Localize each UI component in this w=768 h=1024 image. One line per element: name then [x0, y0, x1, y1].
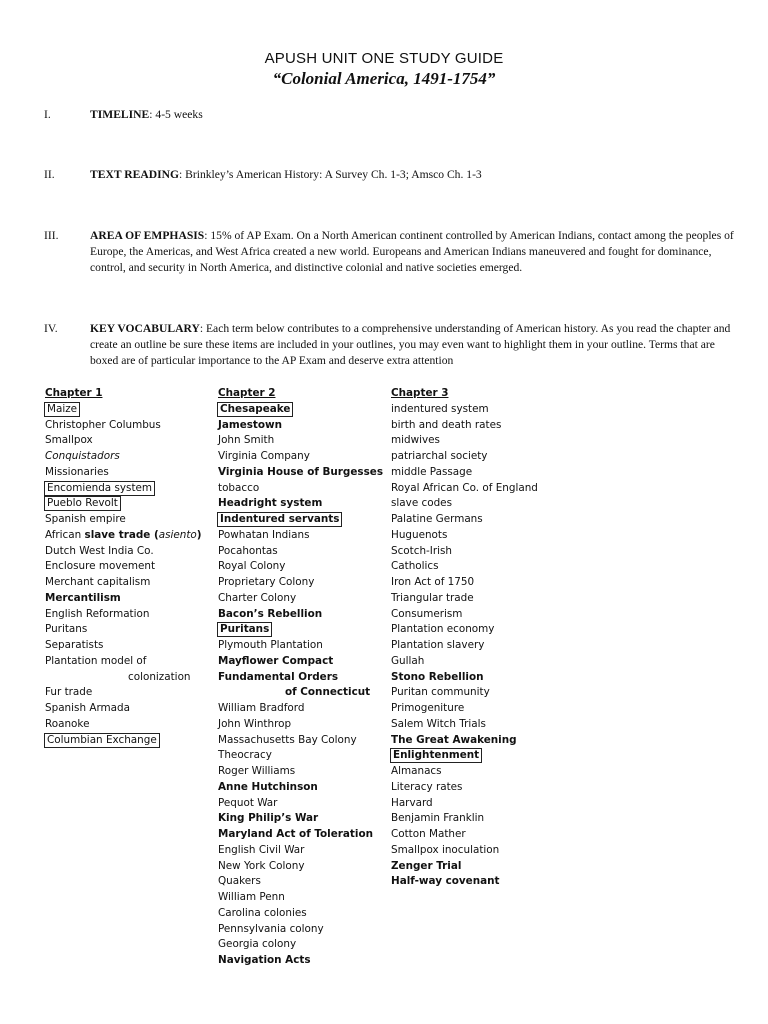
chapter-1-column — [45, 386, 202, 748]
vocab-term: Columbian Exchange — [44, 733, 160, 748]
vocab-term: Charter Colony — [218, 591, 297, 604]
section-number: I. — [44, 108, 51, 121]
vocab-term: Fundamental Orders — [218, 670, 339, 683]
vocab-term: King Philip’s War — [218, 812, 319, 825]
vocab-term: Maryland Act of Toleration — [218, 828, 373, 840]
section-heading: KEY VOCABULARY — [90, 322, 200, 335]
vocab-term — [45, 528, 202, 544]
vocab-term: Mayflower Compact — [218, 654, 334, 667]
vocab-term: Jamestown — [218, 418, 283, 431]
section-number: II. — [44, 168, 55, 181]
document-subtitle: “Colonial America, 1491-1754” — [272, 69, 496, 88]
vocab-term: Huguenots — [391, 528, 448, 541]
vocab-term: Enclosure movement — [45, 560, 156, 573]
vocab-term: Spanish empire — [45, 513, 126, 525]
section-number: IV. — [44, 322, 58, 335]
vocab-term: Consumerism — [391, 607, 463, 620]
vocab-term: Cotton Mather — [391, 828, 466, 840]
vocab-term: Plantation model of — [45, 654, 147, 667]
vocab-term: Royal Colony — [218, 560, 286, 573]
vocab-term: William Penn — [218, 891, 285, 903]
section-text: : Brinkley’s American History: A Survey Ch. 1-3; Amsco Ch. 1-3 — [179, 168, 482, 181]
vocab-term: Royal African Co. of England — [391, 481, 538, 494]
vocab-term: Separatists — [45, 639, 104, 651]
vocab-term: John Winthrop — [218, 717, 292, 730]
vocab-term: Maize — [44, 402, 80, 417]
vocab-term: Headright system — [218, 497, 323, 510]
vocab-term: Stono Rebellion — [391, 670, 484, 683]
chapter-heading: Chapter 3 — [391, 387, 449, 399]
section-heading: AREA OF EMPHASIS — [90, 229, 205, 242]
vocab-term: Plantation slavery — [391, 639, 485, 651]
vocab-term: Salem Witch Trials — [391, 717, 486, 730]
vocab-term: Triangular trade — [391, 591, 474, 604]
vocab-term: Iron Act of 1750 — [391, 576, 475, 588]
section-text: : Each term below contributes to a comprehensive understanding of American history. As you read the chapter and create an outline be sure these items are included in your outlines, you may even want to highlight them in your outline. Terms that are boxed are of particular importance to the AP Exam and deserve extra attention — [90, 322, 731, 367]
vocab-term: Scotch-Irish — [391, 544, 453, 557]
vocab-term: John Smith — [218, 434, 275, 447]
vocab-term: midwives — [391, 434, 440, 447]
vocab-term: Puritan community — [391, 686, 490, 699]
vocab-term: Powhatan Indians — [218, 528, 310, 541]
vocab-term: Enlightenment — [390, 748, 482, 763]
section-area-of-emphasis — [44, 228, 744, 276]
chapter-2-column — [218, 386, 383, 969]
vocab-term: Gullah — [391, 654, 425, 667]
section-heading: TEXT READING — [90, 168, 180, 181]
vocab-term: Bacon’s Rebellion — [218, 607, 323, 620]
vocab-term: Navigation Acts — [218, 954, 311, 966]
vocab-term: Pueblo Revolt — [44, 496, 121, 511]
vocab-term: Pennsylvania colony — [218, 922, 324, 935]
section-text: : 4-5 weeks — [149, 108, 203, 121]
vocab-term-paren: ) — [196, 528, 202, 541]
vocab-term: English Civil War — [218, 843, 305, 856]
vocab-term: Virginia House of Burgesses — [218, 465, 384, 478]
vocab-term-prefix: African — [45, 528, 85, 541]
vocab-term: Carolina colonies — [218, 906, 307, 919]
vocab-term: Plantation economy — [391, 623, 495, 636]
vocab-term: English Reformation — [45, 607, 150, 620]
vocab-term-bold: slave trade — [84, 528, 151, 541]
vocab-term: New York Colony — [218, 859, 305, 872]
vocab-term: William Bradford — [218, 702, 305, 714]
chapter-heading: Chapter 2 — [218, 387, 276, 399]
section-text-reading — [44, 167, 744, 183]
section-text: : 15% of AP Exam. On a North American continent controlled by American Indians, contact among the peoples of Europe, the Americas, and West Africa created a new world. Europeans and American Indians maneuvered and fought for dominance, control, and security in North America, and distinctive colonial and native societies emerged. — [90, 229, 734, 274]
vocab-term: Indentured servants — [217, 512, 342, 527]
vocab-term: Smallpox inoculation — [391, 843, 500, 856]
vocab-term: Dutch West India Co. — [45, 544, 154, 557]
section-heading: TIMELINE — [90, 108, 150, 121]
vocab-term-italic: asiento — [158, 528, 197, 541]
vocab-term-continued: colonization — [128, 670, 191, 683]
vocab-term: Palatine Germans — [391, 513, 483, 525]
vocab-term: Puritans — [217, 622, 272, 637]
vocab-term: Roanoke — [45, 717, 90, 730]
vocab-term: slave codes — [391, 497, 452, 510]
vocab-term: Chesapeake — [217, 402, 293, 417]
section-timeline — [44, 107, 744, 123]
vocab-term: Virginia Company — [218, 450, 310, 462]
vocab-term: Zenger Trial — [391, 859, 462, 872]
vocab-term: Conquistadors — [45, 450, 120, 462]
vocab-term: Missionaries — [45, 465, 109, 478]
vocab-term: Harvard — [391, 796, 433, 809]
vocab-term: Almanacs — [391, 765, 442, 777]
chapter-3-column — [391, 386, 538, 890]
vocab-term: Proprietary Colony — [218, 576, 315, 588]
vocab-term: Quakers — [218, 875, 261, 888]
chapter-heading: Chapter 1 — [45, 387, 103, 399]
vocab-term: birth and death rates — [391, 418, 502, 431]
vocab-term: Theocracy — [218, 749, 272, 762]
vocab-term: middle Passage — [391, 465, 473, 478]
vocab-term: indentured system — [391, 402, 489, 415]
vocab-term-continued: of Connecticut — [285, 686, 371, 699]
vocab-term: Smallpox — [45, 434, 93, 447]
vocab-term: Christopher Columbus — [45, 418, 161, 431]
vocab-term: Puritans — [45, 623, 88, 636]
vocab-term: The Great Awakening — [391, 733, 517, 746]
vocab-term: Pequot War — [218, 796, 278, 809]
document-title: APUSH UNIT ONE STUDY GUIDE — [264, 50, 504, 67]
vocab-term-paren: ( — [150, 528, 159, 541]
vocab-term: Encomienda system — [44, 481, 155, 496]
vocab-term: Half-way covenant — [391, 875, 500, 888]
vocab-term: Fur trade — [45, 686, 93, 699]
vocab-term: Merchant capitalism — [45, 576, 151, 588]
vocab-term: Literacy rates — [391, 780, 463, 793]
vocab-term: patriarchal society — [391, 450, 488, 462]
section-number: III. — [44, 229, 59, 242]
vocab-term: Plymouth Plantation — [218, 639, 323, 651]
vocab-term: Roger Williams — [218, 765, 296, 777]
vocab-term: Benjamin Franklin — [391, 812, 485, 825]
vocab-term: Mercantilism — [45, 591, 121, 604]
vocab-term: Anne Hutchinson — [218, 780, 318, 793]
vocab-term: tobacco — [218, 481, 260, 494]
vocab-term: Georgia colony — [218, 938, 297, 951]
vocab-term: Primogeniture — [391, 702, 465, 714]
vocab-term: Pocahontas — [218, 544, 278, 557]
section-key-vocabulary — [44, 321, 744, 369]
vocab-term: Massachusetts Bay Colony — [218, 733, 357, 746]
vocab-term: Spanish Armada — [45, 702, 130, 714]
vocab-term: Catholics — [391, 560, 439, 573]
